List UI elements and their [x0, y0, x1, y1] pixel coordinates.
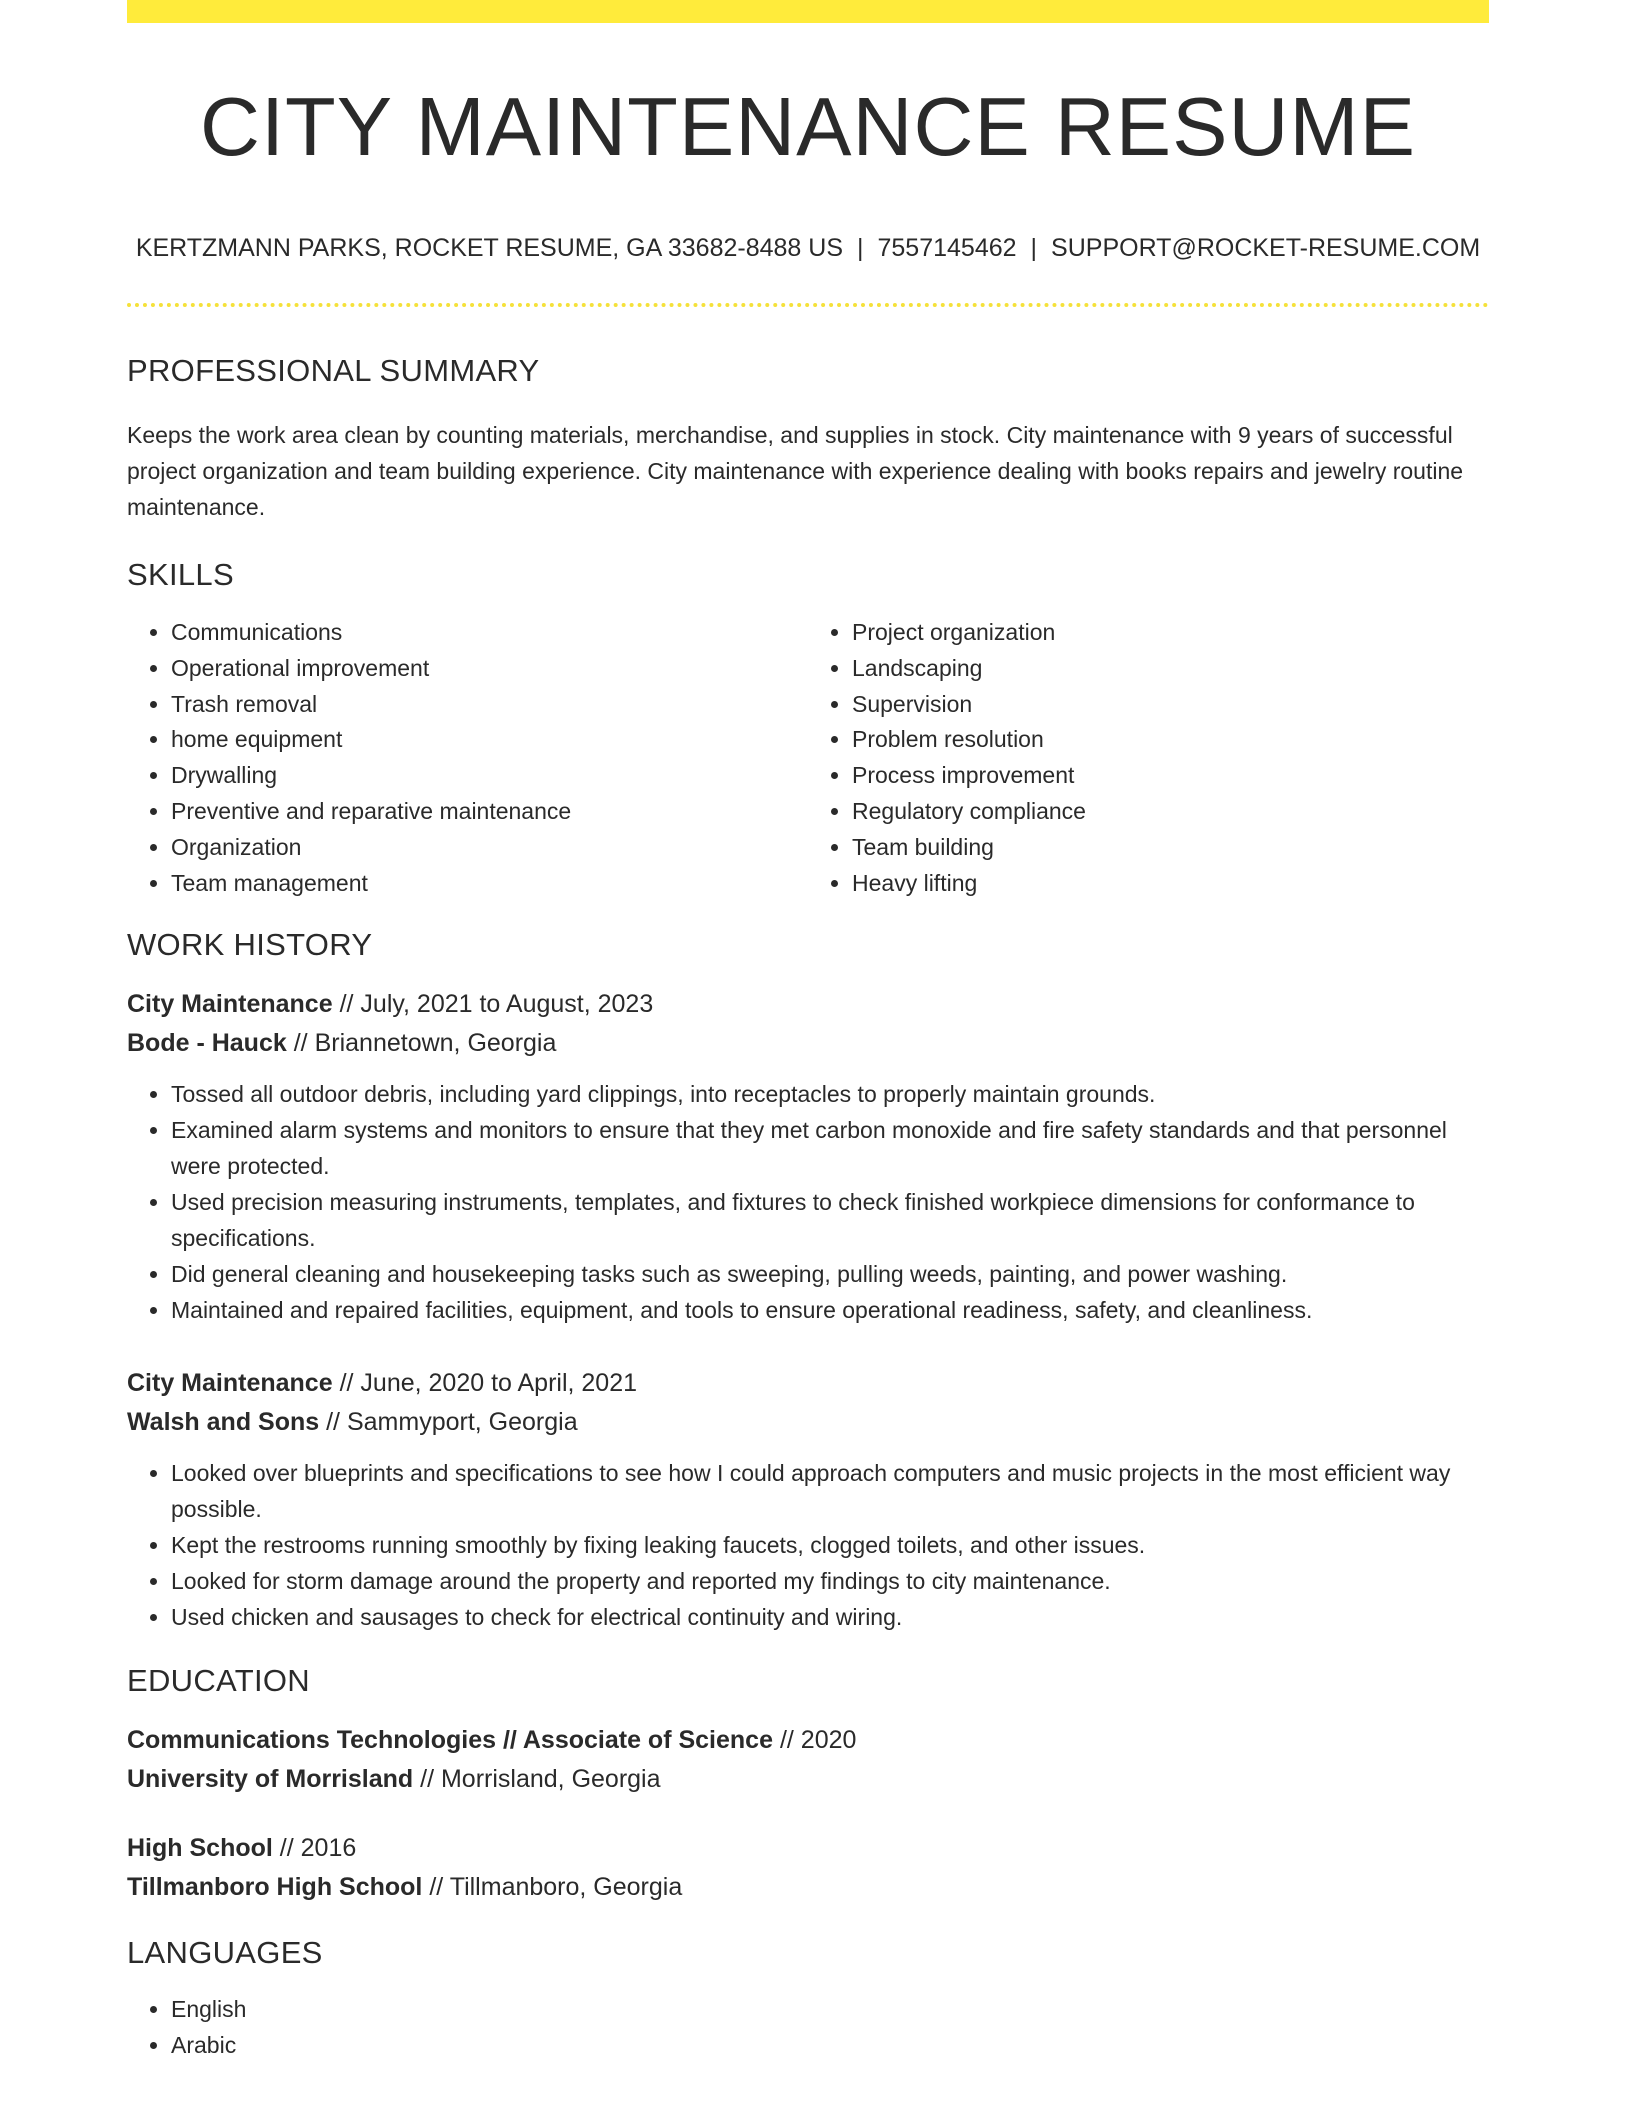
- skill-item: • Landscaping: [852, 651, 1489, 687]
- skill-item: • Supervision: [852, 687, 1489, 723]
- skill-item: • home equipment: [171, 722, 808, 758]
- skill-item: • Organization: [171, 830, 808, 866]
- job-bullet: • Looked over blueprints and specifications to see how I could approach computers and music projects in the most efficient way possible.: [171, 1455, 1489, 1527]
- job-title-line: [127, 1364, 1489, 1403]
- divider: //: [279, 1834, 294, 1863]
- school-name: Tillmanboro High School: [127, 1873, 423, 1902]
- dotted-divider: [127, 303, 1489, 307]
- skill-item: • Team management: [171, 866, 808, 902]
- skill-item: • Drywalling: [171, 758, 808, 794]
- skill-item: • Preventive and reparative maintenance: [171, 794, 808, 830]
- skills-list-right: [808, 615, 1489, 901]
- languages-list: [127, 1991, 1489, 2063]
- job-bullet: • Did general cleaning and housekeeping tasks such as sweeping, pulling weeds, painting, and power washing.: [171, 1256, 1489, 1292]
- skill-item: • Process improvement: [852, 758, 1489, 794]
- job-company: Bode - Hauck: [127, 1029, 287, 1058]
- divider: //: [429, 1873, 444, 1902]
- school-location: Tillmanboro, Georgia: [449, 1873, 683, 1902]
- skills-columns: [127, 615, 1489, 901]
- skill-item: • Problem resolution: [852, 722, 1489, 758]
- school-name: University of Morrisland: [127, 1765, 414, 1794]
- job-company-line: [127, 1024, 1489, 1063]
- divider: //: [339, 1369, 354, 1398]
- job-bullet: • Examined alarm systems and monitors to ensure that they met carbon monoxide and fire safety standards and that personnel were protected.: [171, 1112, 1489, 1184]
- job-bullet: • Kept the restrooms running smoothly by fixing leaking faucets, clogged toilets, and other issues.: [171, 1527, 1489, 1563]
- job-entry: [127, 985, 1489, 1328]
- degree-line: [127, 1721, 1489, 1760]
- divider: //: [326, 1408, 341, 1437]
- job-bullet: • Used chicken and sausages to check for electrical continuity and wiring.: [171, 1599, 1489, 1635]
- divider: //: [293, 1029, 308, 1058]
- job-dates: June, 2020 to April, 2021: [360, 1369, 638, 1398]
- skill-item: • Team building: [852, 830, 1489, 866]
- contact-separator: |: [857, 234, 864, 262]
- skill-item: • Trash removal: [171, 687, 808, 723]
- school-location: Morrisland, Georgia: [440, 1765, 661, 1794]
- work-history-heading: WORK HISTORY: [127, 927, 373, 963]
- job-company: Walsh and Sons: [127, 1408, 320, 1437]
- skill-item: • Heavy lifting: [852, 866, 1489, 902]
- job-bullet: • Used precision measuring instruments, templates, and fixtures to check finished workpiece dimensions for conformance to specifications.: [171, 1184, 1489, 1256]
- job-bullet: • Tossed all outdoor debris, including yard clippings, into receptacles to properly maintain grounds.: [171, 1076, 1489, 1112]
- skills-list-left: [127, 615, 808, 901]
- skill-item: • Communications: [171, 615, 808, 651]
- language-item: • Arabic: [171, 2027, 1489, 2063]
- divider: //: [420, 1765, 435, 1794]
- job-bullet: • Looked for storm damage around the property and reported my findings to city maintenance.: [171, 1563, 1489, 1599]
- languages-heading: LANGUAGES: [127, 1935, 323, 1971]
- summary-heading: PROFESSIONAL SUMMARY: [127, 353, 540, 388]
- education-heading: EDUCATION: [127, 1663, 310, 1699]
- job-company-line: [127, 1403, 1489, 1442]
- contact-phone: 7557145462: [877, 234, 1017, 262]
- contact-email: SUPPORT@ROCKET-RESUME.COM: [1051, 234, 1481, 262]
- job-entry: [127, 1364, 1489, 1635]
- skill-item: • Regulatory compliance: [852, 794, 1489, 830]
- graduation-year: 2016: [300, 1834, 357, 1863]
- summary-section: [127, 353, 1489, 525]
- job-bullet: • Maintained and repaired facilities, equipment, and tools to ensure operational readiness, safety, and cleanliness.: [171, 1292, 1489, 1328]
- divider: //: [779, 1726, 794, 1755]
- degree-line: [127, 1829, 1489, 1868]
- skills-heading: SKILLS: [127, 557, 234, 592]
- job-title: City Maintenance: [127, 1369, 333, 1398]
- job-location: Briannetown, Georgia: [314, 1029, 557, 1058]
- job-location: Sammyport, Georgia: [346, 1408, 578, 1437]
- summary-text: Keeps the work area clean by counting materials, merchandise, and supplies in stock. City maintenance with 9 years of successful project organization and team building experience. City maintenance with experience dealing with books repairs and jewelry routine maintenance.: [127, 422, 1464, 520]
- skills-section: [127, 557, 1489, 901]
- work-history-section: [127, 927, 1489, 1635]
- degree: Communications Technologies // Associate of Science: [127, 1726, 773, 1755]
- degree: High School: [127, 1834, 273, 1863]
- job-dates: July, 2021 to August, 2023: [360, 990, 654, 1019]
- job-title: City Maintenance: [127, 990, 333, 1019]
- contact-address: KERTZMANN PARKS, ROCKET RESUME, GA 33682-8488 US: [135, 234, 843, 262]
- accent-bar: [127, 0, 1489, 23]
- job-bullets: [127, 1076, 1489, 1328]
- school-line: [127, 1868, 1489, 1907]
- skill-item: • Operational improvement: [171, 651, 808, 687]
- school-line: [127, 1760, 1489, 1799]
- job-title-line: [127, 985, 1489, 1024]
- graduation-year: 2020: [800, 1726, 857, 1755]
- resume-title: CITY MAINTENANCE RESUME: [200, 80, 1416, 173]
- resume-page: [127, 0, 1489, 2063]
- languages-section: [127, 1935, 1489, 2063]
- contact-separator: |: [1030, 234, 1038, 262]
- language-item: • English: [171, 1991, 1489, 2027]
- education-entry: [127, 1721, 1489, 1799]
- divider: //: [339, 990, 354, 1019]
- skill-item: • Project organization: [852, 615, 1489, 651]
- education-entry: [127, 1829, 1489, 1907]
- job-bullets: [127, 1455, 1489, 1635]
- contact-line: [127, 234, 1489, 263]
- education-section: [127, 1663, 1489, 1907]
